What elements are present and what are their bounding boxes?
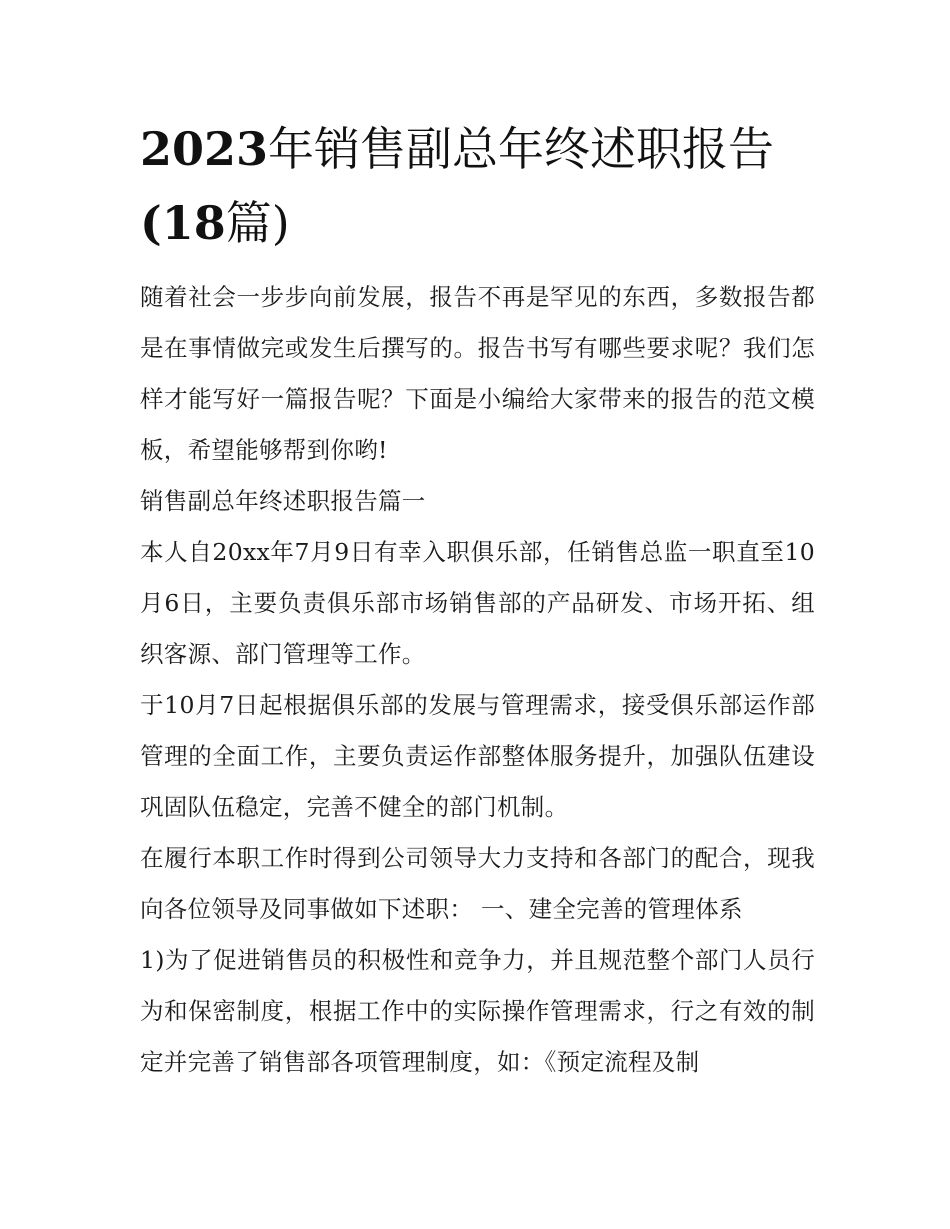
body-paragraph: 在履行本职工作时得到公司领导大力支持和各部门的配合，现我向各位领导及同事做如下述职： 一、建全完善的管理体系	[140, 844, 815, 923]
intro-paragraph: 随着社会一步步向前发展，报告不再是罕见的东西，多数报告都是在事情做完或发生后撰写的。报告书写有哪些要求呢？我们怎样才能写好一篇报告呢？下面是小编给大家带来的报告的范文模板，希望能够帮到你哟!	[140, 283, 815, 464]
title-line-2: (18篇)	[140, 196, 290, 250]
section-heading: 销售副总年终述职报告篇一	[140, 487, 426, 515]
body-paragraph: 1)为了促进销售员的积极性和竞争力，并且规范整个部门人员行为和保密制度，根据工作中的实际操作管理需求，行之有效的制定并完善了销售部各项管理制度，如：《预定流程及制	[140, 946, 815, 1076]
document-page	[140, 112, 815, 1088]
document-title	[140, 112, 815, 260]
title-line-1: 2023年销售副总年终述职报告	[140, 122, 775, 176]
document-body	[140, 272, 815, 1088]
body-paragraph: 于10月7日起根据俱乐部的发展与管理需求，接受俱乐部运作部管理的全面工作，主要负责运作部整体服务提升，加强队伍建设巩固队伍稳定，完善不健全的部门机制。	[140, 691, 815, 821]
body-paragraph: 本人自20xx年7月9日有幸入职俱乐部，任销售总监一职直至10月6日，主要负责俱乐部市场销售部的产品研发、市场开拓、组织客源、部门管理等工作。	[140, 538, 815, 668]
